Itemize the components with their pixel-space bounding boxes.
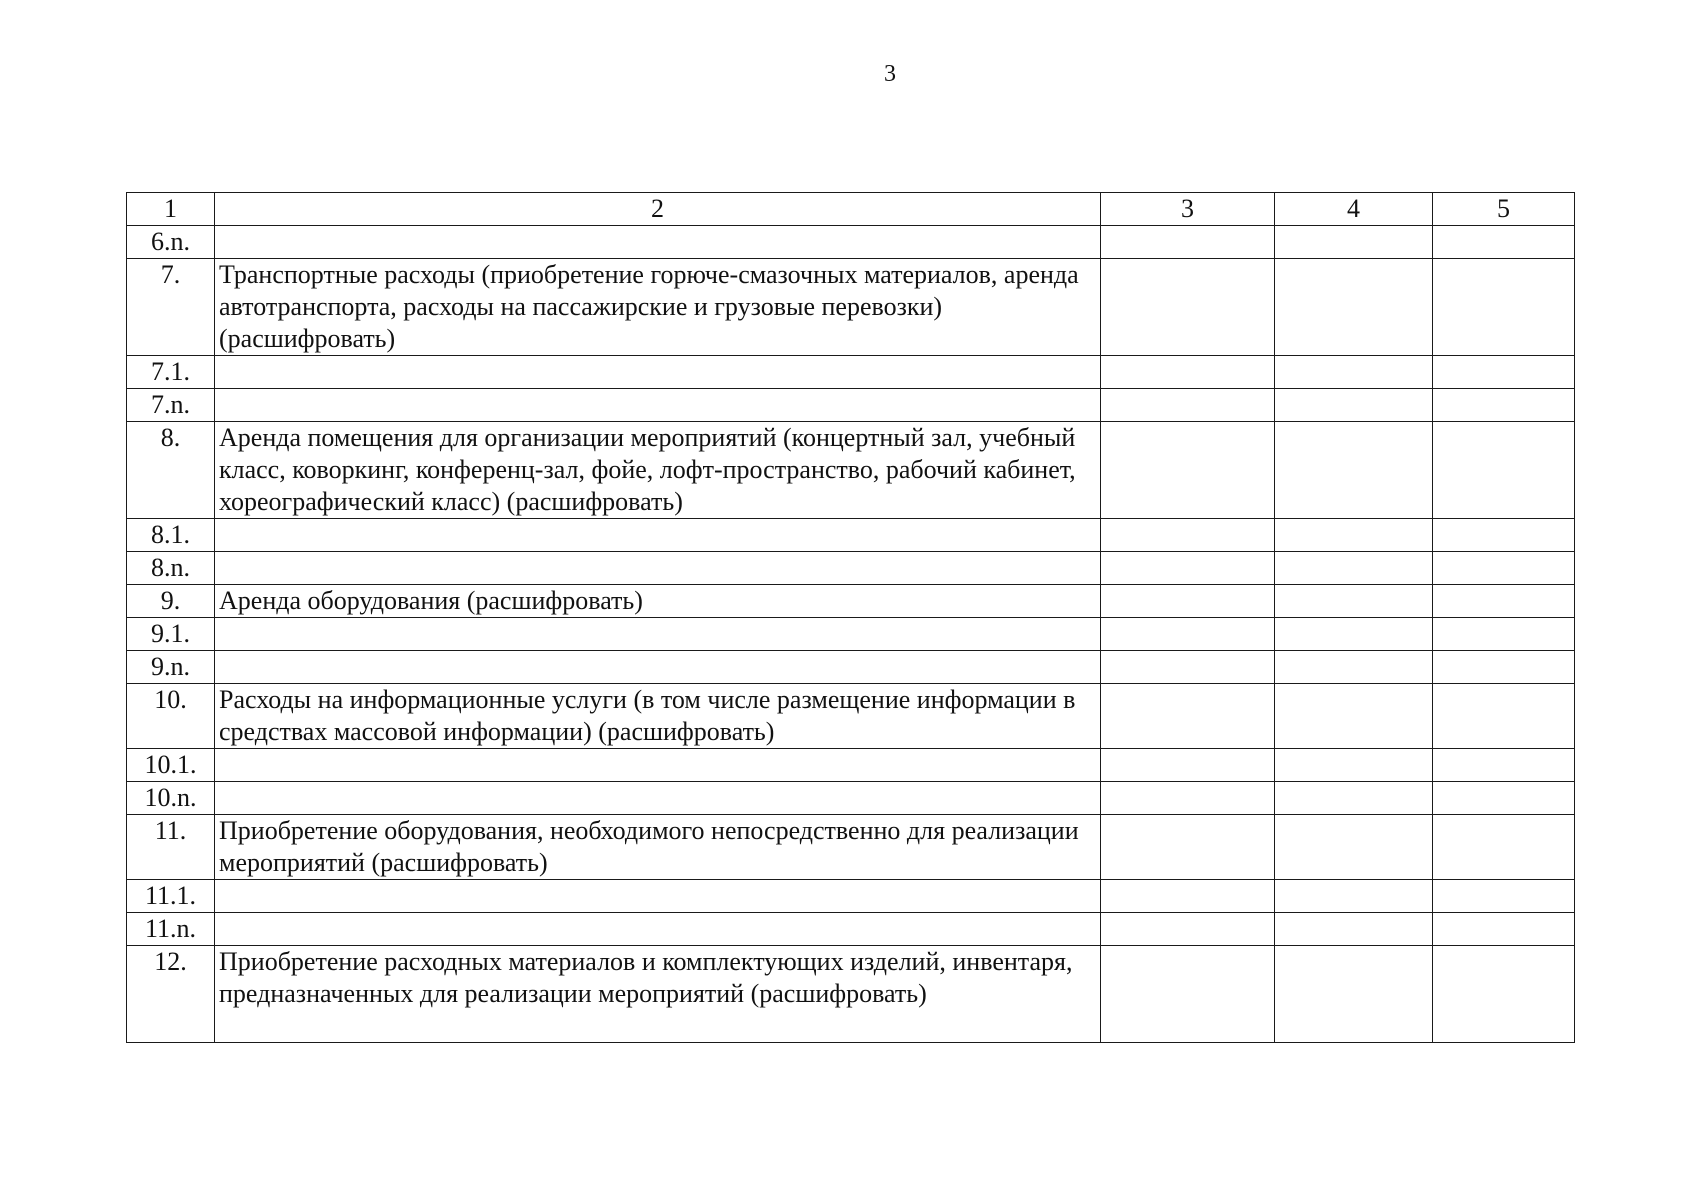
amount-cell [1275,782,1433,815]
column-header: 1 [127,193,215,226]
amount-cell [1101,815,1275,880]
table-row [127,389,1575,422]
amount-cell [1101,226,1275,259]
amount-cell [1275,422,1433,519]
amount-cell [1433,585,1575,618]
amount-cell [1275,749,1433,782]
row-number: 9.1. [127,618,215,651]
amount-cell [1433,946,1575,1043]
row-description [215,552,1101,585]
amount-cell [1433,226,1575,259]
table-row [127,552,1575,585]
column-header: 2 [215,193,1101,226]
amount-cell [1433,422,1575,519]
row-number: 10.1. [127,749,215,782]
amount-cell [1433,519,1575,552]
table-row [127,618,1575,651]
amount-cell [1275,880,1433,913]
amount-cell [1101,519,1275,552]
table-header-row [127,193,1575,226]
amount-cell [1101,585,1275,618]
amount-cell [1433,684,1575,749]
amount-cell [1275,684,1433,749]
amount-cell [1101,684,1275,749]
amount-cell [1101,422,1275,519]
row-number: 7.1. [127,356,215,389]
amount-cell [1101,618,1275,651]
amount-cell [1433,618,1575,651]
row-number: 7.n. [127,389,215,422]
table-row [127,259,1575,356]
amount-cell [1433,389,1575,422]
amount-cell [1275,913,1433,946]
amount-cell [1101,259,1275,356]
amount-cell [1101,880,1275,913]
row-number: 9. [127,585,215,618]
row-number: 8. [127,422,215,519]
row-description [215,519,1101,552]
amount-cell [1275,585,1433,618]
amount-cell [1101,389,1275,422]
amount-cell [1275,618,1433,651]
row-description [215,749,1101,782]
amount-cell [1433,356,1575,389]
amount-cell [1101,913,1275,946]
row-description: Расходы на информационные услуги (в том числе размещение информации в средствах массовой информации) (расшифровать) [215,684,1101,749]
row-description: Приобретение оборудования, необходимого непосредственно для реализации мероприятий (расшифровать) [215,815,1101,880]
table-row [127,946,1575,1043]
column-header: 4 [1275,193,1433,226]
row-description [215,913,1101,946]
amount-cell [1433,782,1575,815]
amount-cell [1101,749,1275,782]
table-row [127,913,1575,946]
table-row [127,684,1575,749]
row-description [215,389,1101,422]
table-row [127,749,1575,782]
amount-cell [1101,356,1275,389]
amount-cell [1433,749,1575,782]
table-row [127,815,1575,880]
row-number: 11. [127,815,215,880]
row-description: Аренда помещения для организации мероприятий (концертный зал, учебный класс, коворкинг, конференц-зал, фойе, лофт-пространство, рабочий кабинет, хореографический класс) (расшифровать) [215,422,1101,519]
amount-cell [1101,946,1275,1043]
table-row [127,782,1575,815]
table-row [127,651,1575,684]
row-description: Транспортные расходы (приобретение горюче-смазочных материалов, аренда автотранспорта, расходы на пассажирские и грузовые перевозки) (расшифровать) [215,259,1101,356]
row-number: 10.n. [127,782,215,815]
table-row [127,356,1575,389]
amount-cell [1101,552,1275,585]
amount-cell [1275,519,1433,552]
amount-cell [1275,389,1433,422]
page-number: 3 [884,61,896,87]
row-number: 9.n. [127,651,215,684]
row-description [215,226,1101,259]
row-number: 6.n. [127,226,215,259]
column-header: 5 [1433,193,1575,226]
row-number: 7. [127,259,215,356]
table-row [127,585,1575,618]
row-description [215,356,1101,389]
row-description [215,782,1101,815]
amount-cell [1433,651,1575,684]
row-number: 8.n. [127,552,215,585]
table-row [127,519,1575,552]
row-number: 11.1. [127,880,215,913]
row-description [215,880,1101,913]
row-description: Аренда оборудования (расшифровать) [215,585,1101,618]
row-number: 12. [127,946,215,1043]
amount-cell [1275,356,1433,389]
row-description [215,651,1101,684]
row-description: Приобретение расходных материалов и комплектующих изделий, инвентаря, предназначенных для реализации мероприятий (расшифровать) [215,946,1101,1043]
amount-cell [1275,946,1433,1043]
row-number: 8.1. [127,519,215,552]
row-number: 11.n. [127,913,215,946]
amount-cell [1433,913,1575,946]
table-row [127,226,1575,259]
amount-cell [1433,815,1575,880]
amount-cell [1275,815,1433,880]
amount-cell [1275,651,1433,684]
amount-cell [1101,782,1275,815]
table-row [127,422,1575,519]
amount-cell [1433,880,1575,913]
amount-cell [1101,651,1275,684]
amount-cell [1275,226,1433,259]
table-row [127,880,1575,913]
column-header: 3 [1101,193,1275,226]
amount-cell [1433,552,1575,585]
row-number: 10. [127,684,215,749]
row-description [215,618,1101,651]
amount-cell [1433,259,1575,356]
amount-cell [1275,259,1433,356]
budget-table [126,192,1575,1043]
amount-cell [1275,552,1433,585]
